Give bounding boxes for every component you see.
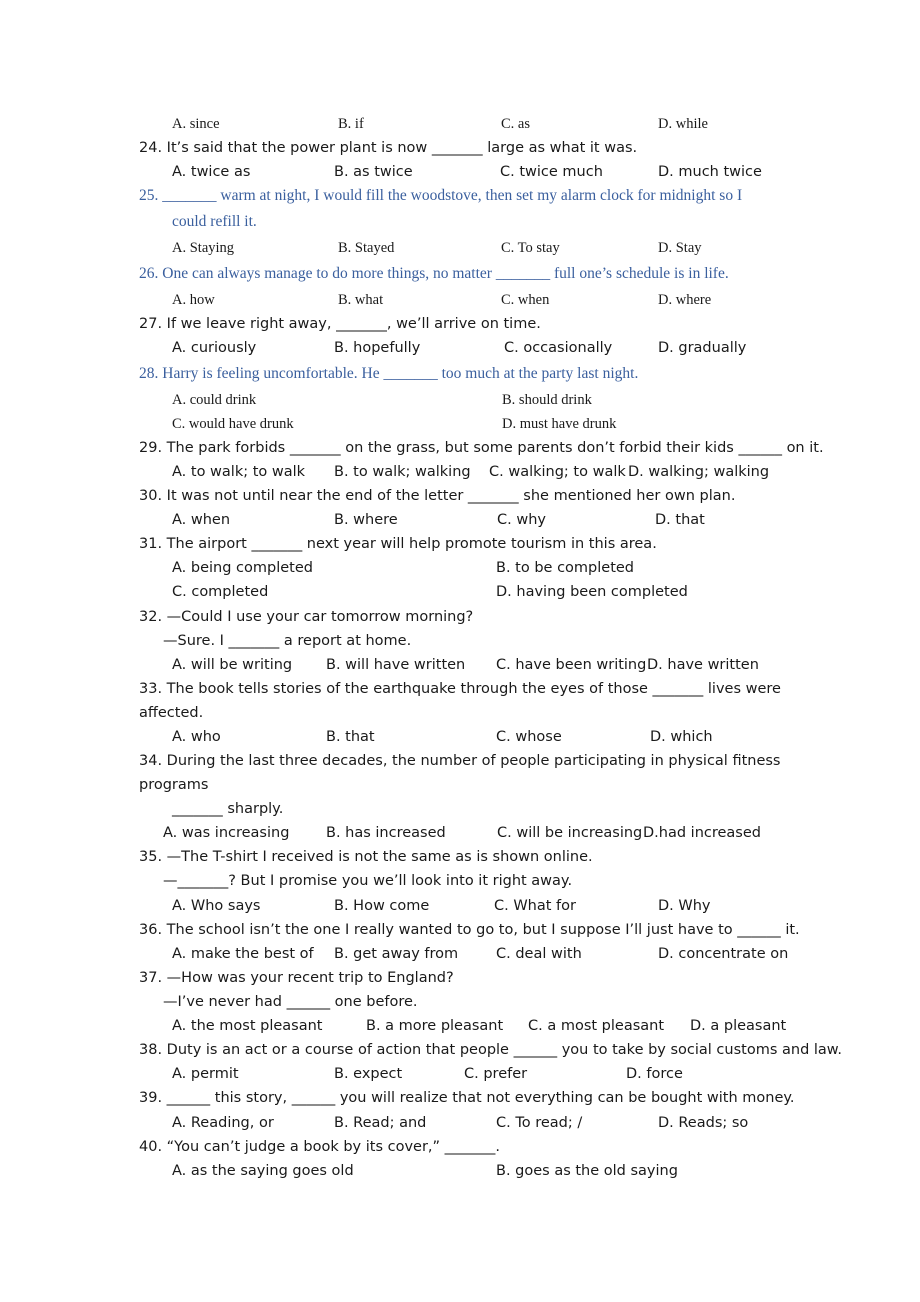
q29-option-b: B. to walk; walking [334, 464, 471, 480]
q38-stem: 38. Duty is an act or a course of action that people ______ you to take by social customs and law. [139, 1042, 842, 1058]
q25-option-c: C. To stay [501, 240, 560, 256]
q38-option-b: B. expect [334, 1066, 403, 1082]
q39-stem: 39. ______ this story, ______ you will realize that not everything can be bought with money. [139, 1090, 795, 1106]
q25-stem-line1: 25. _______ warm at night, I would fill the woodstove, then set my alarm clock for midnight so I [139, 187, 743, 204]
q23-option-d: D. while [658, 116, 708, 132]
q30-option-b: B. where [334, 512, 398, 528]
q31-option-b: B. to be completed [496, 560, 634, 576]
q39-option-c: C. To read; / [496, 1115, 583, 1131]
q34-option-a: A. was increasing [163, 825, 290, 841]
q25-option-a: A. Staying [172, 240, 235, 256]
q33-option-c: C. whose [496, 729, 562, 745]
q31-option-d: D. having been completed [496, 584, 688, 600]
q28-stem: 28. Harry is feeling uncomfortable. He _______ too much at the party last night. [139, 365, 639, 382]
q25-stem-line2: could refill it. [172, 213, 257, 230]
q37-option-a: A. the most pleasant [172, 1018, 323, 1034]
q28-option-d: D. must have drunk [502, 416, 617, 432]
q34-option-d: D.had increased [643, 825, 761, 841]
q32-option-b: B. will have written [326, 657, 466, 673]
q33-option-d: D. which [650, 729, 713, 745]
q24-option-a: A. twice as [172, 164, 251, 180]
q28-option-a: A. could drink [172, 392, 257, 408]
q29-stem: 29. The park forbids _______ on the grass, but some parents don’t forbid their kids ______ on it. [139, 440, 824, 456]
q32-option-a: A. will be writing [172, 657, 293, 673]
q34-stem-line3: _______ sharply. [172, 801, 284, 817]
q35-stem-line1: 35. —The T-shirt I received is not the same as is shown online. [139, 849, 593, 865]
q36-option-b: B. get away from [334, 946, 459, 962]
q24-option-b: B. as twice [334, 164, 413, 180]
q37-option-d: D. a pleasant [690, 1018, 787, 1034]
q37-option-c: C. a most pleasant [528, 1018, 665, 1034]
q24-stem: 24. It’s said that the power plant is now _______ large as what it was. [139, 140, 638, 156]
q32-option-c: C. have been writing [496, 657, 647, 673]
q29-option-d: D. walking; walking [628, 464, 770, 480]
q39-option-b: B. Read; and [334, 1115, 427, 1131]
q31-stem: 31. The airport _______ next year will help promote tourism in this area. [139, 536, 657, 552]
q27-option-c: C. occasionally [504, 340, 613, 356]
q37-stem-line1: 37. —How was your recent trip to England? [139, 970, 454, 986]
q36-stem: 36. The school isn’t the one I really wanted to go to, but I suppose I’ll just have to ______ it. [139, 922, 800, 938]
q25-option-d: D. Stay [658, 240, 702, 256]
q30-option-c: C. why [497, 512, 546, 528]
q33-stem-line2: affected. [139, 705, 204, 721]
q35-stem-line2: —_______? But I promise you we’ll look into it right away. [163, 873, 573, 889]
q37-option-b: B. a more pleasant [366, 1018, 504, 1034]
q26-option-c: C. when [501, 292, 550, 308]
q23-option-b: B. if [338, 116, 364, 132]
q40-option-b: B. goes as the old saying [496, 1163, 678, 1179]
q39-option-d: D. Reads; so [658, 1115, 749, 1131]
q33-option-a: A. who [172, 729, 221, 745]
q26-option-d: D. where [658, 292, 712, 308]
q28-option-b: B. should drink [502, 392, 592, 408]
q27-option-b: B. hopefully [334, 340, 421, 356]
q23-option-a: A. since [172, 116, 220, 132]
q36-option-c: C. deal with [496, 946, 582, 962]
q23-option-c: C. as [501, 116, 530, 132]
q29-option-c: C. walking; to walk [489, 464, 626, 480]
q25-option-b: B. Stayed [338, 240, 395, 256]
q35-option-c: C. What for [494, 898, 576, 914]
q24-option-d: D. much twice [658, 164, 762, 180]
q37-stem-line2: —I’ve never had ______ one before. [163, 994, 418, 1010]
q31-option-c: C. completed [172, 584, 269, 600]
q32-stem-line1: 32. —Could I use your car tomorrow morning? [139, 609, 474, 625]
q33-option-b: B. that [326, 729, 375, 745]
q33-stem-line1: 33. The book tells stories of the earthquake through the eyes of those _______ lives were [139, 681, 781, 697]
q29-option-a: A. to walk; to walk [172, 464, 306, 480]
q40-stem: 40. “You can’t judge a book by its cover,” _______. [139, 1139, 501, 1155]
q26-option-b: B. what [338, 292, 384, 308]
q38-option-c: C. prefer [464, 1066, 528, 1082]
q35-option-a: A. Who says [172, 898, 261, 914]
q27-stem: 27. If we leave right away, _______, we’ll arrive on time. [139, 316, 541, 332]
q38-option-d: D. force [626, 1066, 683, 1082]
q30-stem: 30. It was not until near the end of the letter _______ she mentioned her own plan. [139, 488, 736, 504]
q39-option-a: A. Reading, or [172, 1115, 274, 1131]
q38-option-a: A. permit [172, 1066, 239, 1082]
q27-option-a: A. curiously [172, 340, 257, 356]
q32-option-d: D. have written [647, 657, 759, 673]
q24-option-c: C. twice much [500, 164, 603, 180]
q34-stem-line2: programs [139, 777, 209, 793]
q34-option-b: B. has increased [326, 825, 446, 841]
q26-stem: 26. One can always manage to do more things, no matter _______ full one’s schedule is in life. [139, 265, 729, 282]
q34-stem-line1: 34. During the last three decades, the number of people participating in physical fitness [139, 753, 781, 769]
q31-option-a: A. being completed [172, 560, 313, 576]
q34-option-c: C. will be increasing [497, 825, 643, 841]
q27-option-d: D. gradually [658, 340, 747, 356]
q40-option-a: A. as the saying goes old [172, 1163, 354, 1179]
q35-option-b: B. How come [334, 898, 430, 914]
q30-option-a: A. when [172, 512, 231, 528]
q30-option-d: D. that [655, 512, 705, 528]
q32-stem-line2: —Sure. I _______ a report at home. [163, 633, 412, 649]
q28-option-c: C. would have drunk [172, 416, 294, 432]
q36-option-d: D. concentrate on [658, 946, 789, 962]
q26-option-a: A. how [172, 292, 215, 308]
q36-option-a: A. make the best of [172, 946, 314, 962]
q35-option-d: D. Why [658, 898, 711, 914]
